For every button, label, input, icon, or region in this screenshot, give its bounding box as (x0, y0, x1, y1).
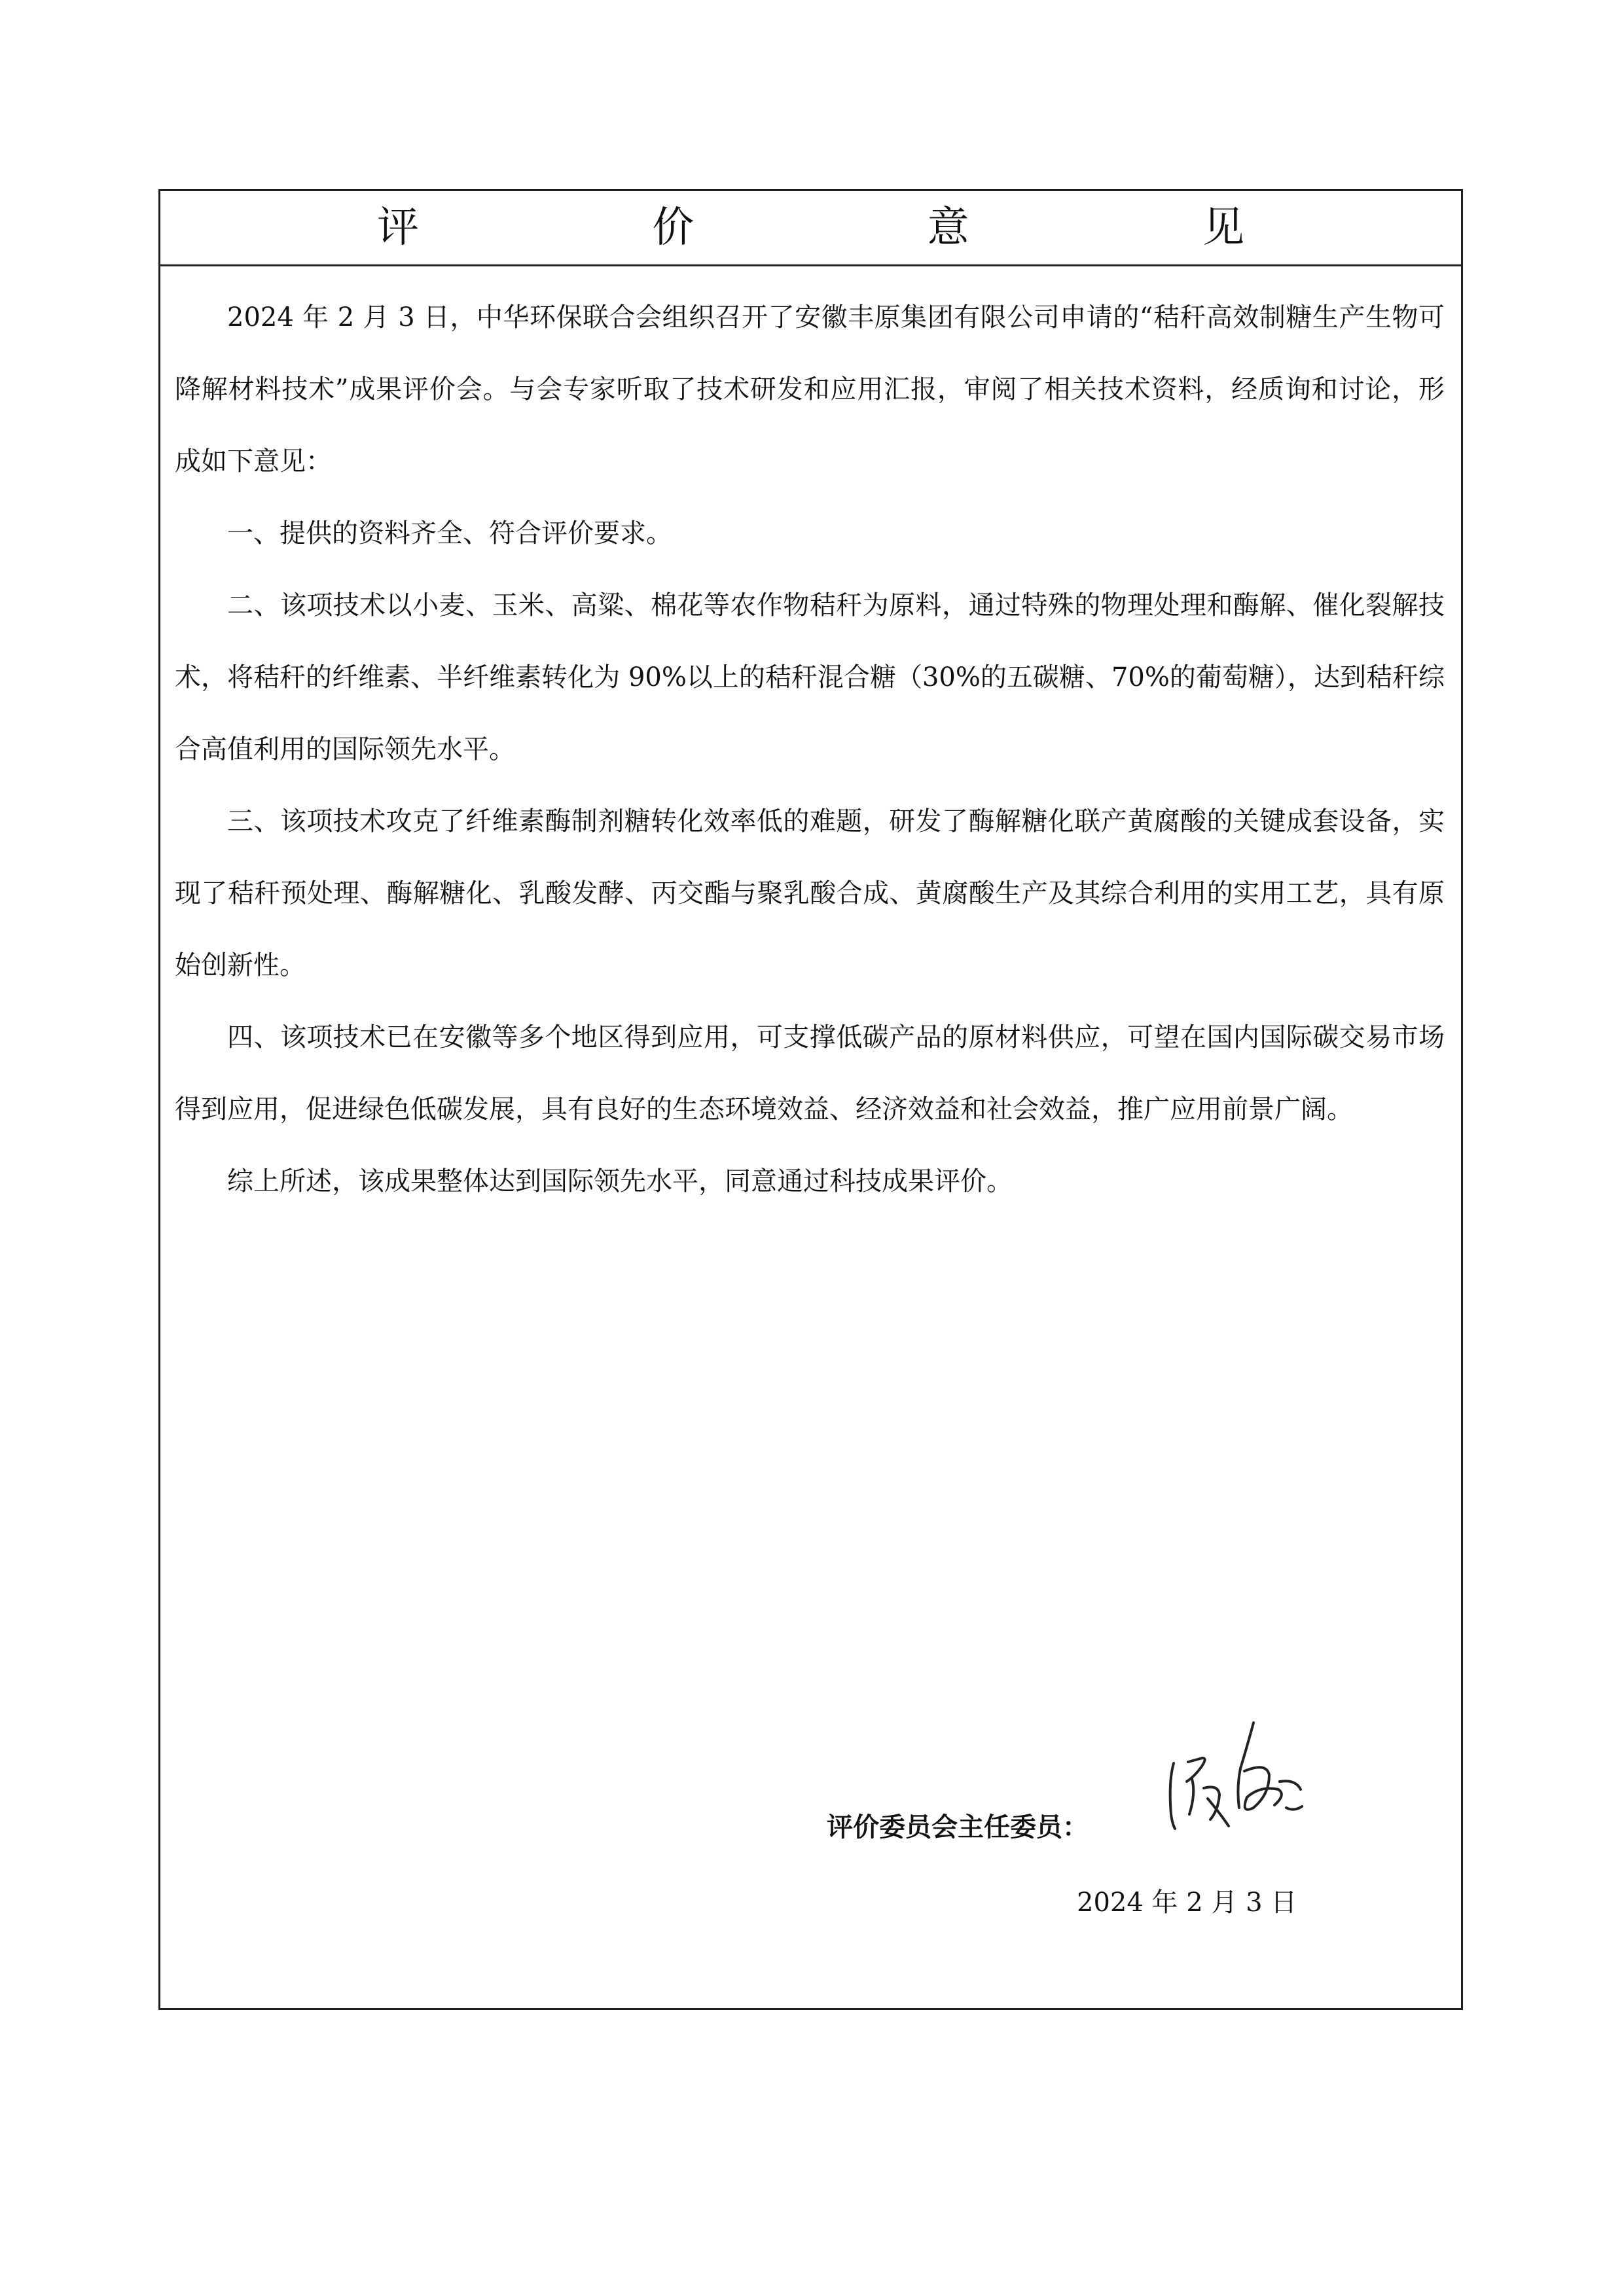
title-row (160, 191, 1461, 266)
handwritten-signature (1155, 1716, 1319, 1834)
paragraph-item-4: 四、该项技术已在安徽等多个地区得到应用，可支撑低碳产品的原材料供应，可望在国内国际碳交易市场得到应用，促进绿色低碳发展，具有良好的生态环境效益、经济效益和社会效益，推广应用前景广阔。 (175, 1022, 1445, 1124)
paragraph-item-3: 三、该项技术攻克了纤维素酶制剂糖转化效率低的难题，研发了酶解糖化联产黄腐酸的关键成套设备，实现了秸秆预处理、酶解糖化、乳酸发酵、丙交酯与聚乳酸合成、黄腐酸生产及其综合利用的实用工艺，具有原始创新性。 (175, 806, 1445, 980)
paragraph-intro: 2024 年 2 月 3 日，中华环保联合会组织召开了安徽丰原集团有限公司申请的“秸秆高效制糖生产生物可降解材料技术”成果评价会。与会专家听取了技术研发和应用汇报，审阅了相关技术资料，经质询和讨论，形成如下意见： (175, 302, 1445, 476)
signature-label: 评价委员会主任委员： (827, 1812, 1089, 1842)
signature-date: 2024 年 2 月 3 日 (1077, 1888, 1297, 1918)
paragraph-item-2: 二、该项技术以小麦、玉米、高粱、棉花等农作物秸秆为原料，通过特殊的物理处理和酶解、催化裂解技术，将秸秆的纤维素、半纤维素转化为 90%以上的秸秆混合糖（30%的五碳糖、70%的葡萄糖），达到秸秆综合高值利用的国际领先水平。 (175, 590, 1445, 764)
page-title: 评 价 意 见 (376, 204, 1355, 252)
paragraph-item-1: 一、提供的资料齐全、符合评价要求。 (227, 518, 672, 548)
paragraph-conclusion: 综上所述，该成果整体达到国际领先水平，同意通过科技成果评价。 (227, 1166, 1013, 1196)
evaluation-form (158, 189, 1463, 2010)
opinion-body (175, 281, 1445, 1217)
